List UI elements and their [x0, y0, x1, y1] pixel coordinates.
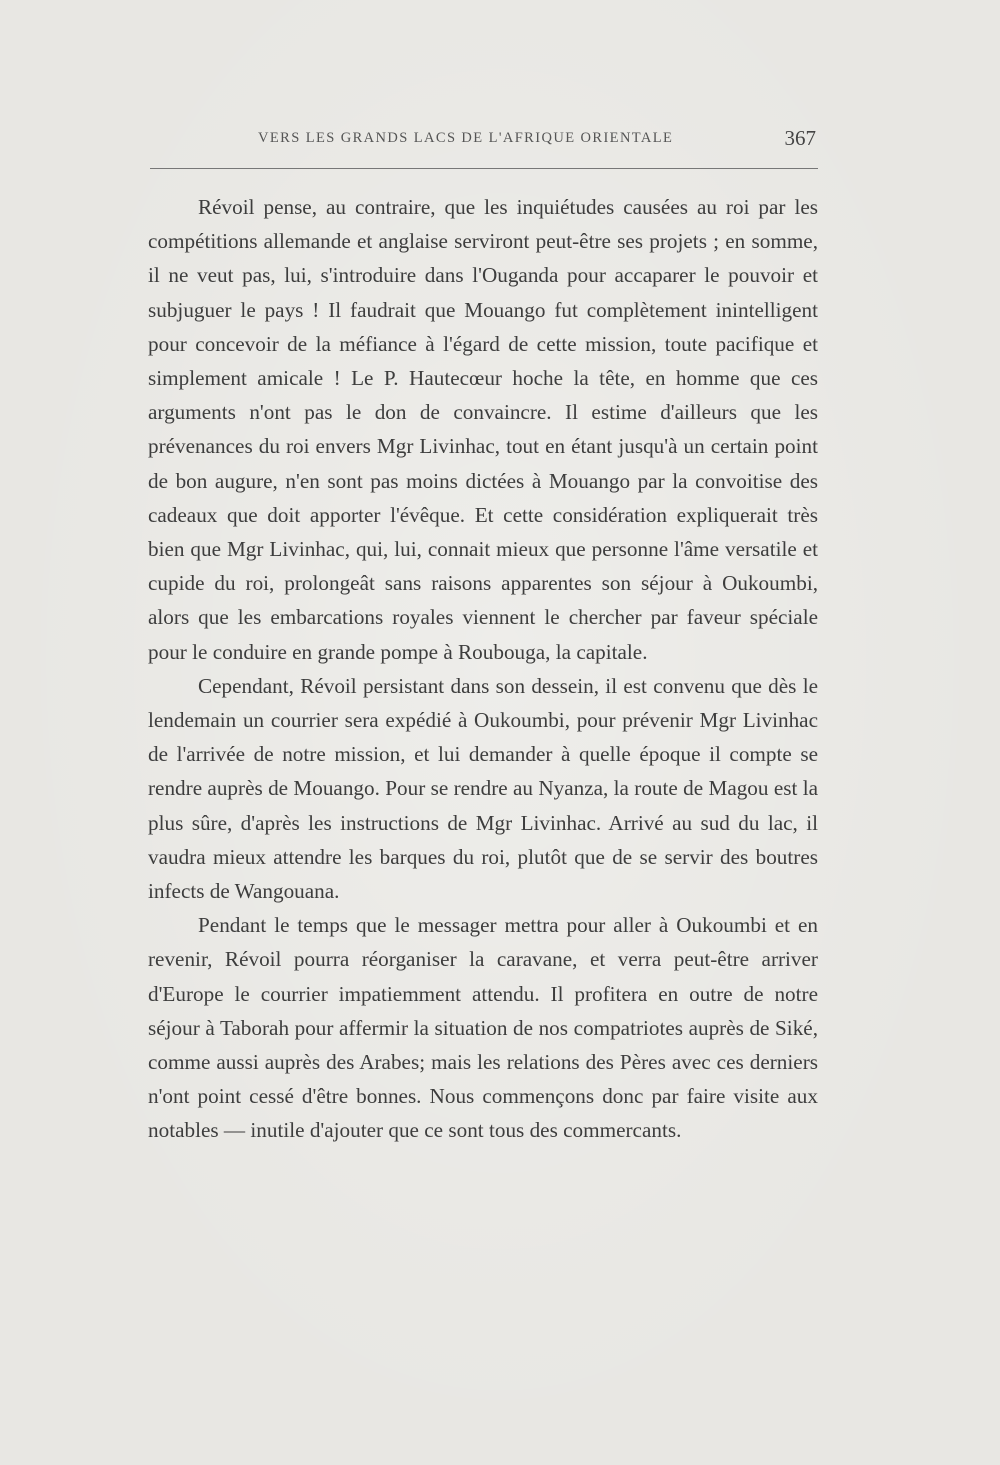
page-number: 367 — [784, 126, 816, 150]
paragraph-2: Cependant, Révoil persistant dans son dessein, il est convenu que dès le lendemain un courrier sera expédié à Oukoumbi, pour prévenir Mgr Livinhac de l'arrivée de notre mission, et lui demander à quelle époque il compte se rendre auprès de Mouango. Pour se rendre au Nyanza, la route de Magou est la plus sûre, d'après les instructions de Mgr Livinhac. Arrivé au sud du lac, il vaudra mieux attendre les barques du roi, plutôt que de se servir des boutres infects de Wangouana. — [148, 673, 818, 904]
paragraph-3: Pendant le temps que le messager mettra pour aller à Oukoumbi et en revenir, Révoil pourra réorganiser la caravane, et verra peut-être arriver d'Europe le courrier impatiemment attendu. Il profitera en outre de notre séjour à Taborah pour affermir la situation de nos compatriotes auprès de Siké, comme aussi auprès des Arabes; mais les relations des Pères avec ces derniers n'ont point cessé d'être bonnes. Nous commençons donc par faire visite aux notables — inutile d'ajouter que ce sont tous des commercants. — [148, 913, 818, 1143]
paragraph-1: Révoil pense, au contraire, que les inquiétudes causées au roi par les compétitions allemande et anglaise serviront peut-être ses projets ; en somme, il ne veut pas, lui, s'introduire dans l'Ouganda pour accaparer le pouvoir et subjuguer le pays ! Il faudrait que Mouango fut complètement inintelligent pour concevoir de la méfiance à l'égard de cette mission, toute pacifique et simplement amicale ! Le P. Hautecœur hoche la tête, en homme que ces arguments n'ont pas le don de convaincre. Il estime d'ailleurs que les prévenances du roi envers Mgr Livinhac, tout en étant jusqu'à un certain point de bon augure, n'en sont pas moins dictées à Mouango par la convoitise des cadeaux que doit apporter l'évêque. Et cette considération expliquerait très bien que Mgr Livinhac, qui, lui, connait mieux que personne l'âme versatile et cupide du roi, prolongeât sans raisons apparentes son séjour à Oukoumbi, alors que les embarcations royales viennent le chercher par faveur spéciale pour le conduire en grande pompe à Roubouga, la capitale. — [148, 195, 818, 664]
header-rule — [150, 168, 818, 169]
running-title: VERS LES GRANDS LACS DE L'AFRIQUE ORIENTALE — [258, 130, 674, 146]
body-text — [148, 190, 818, 1148]
running-head — [150, 126, 818, 156]
